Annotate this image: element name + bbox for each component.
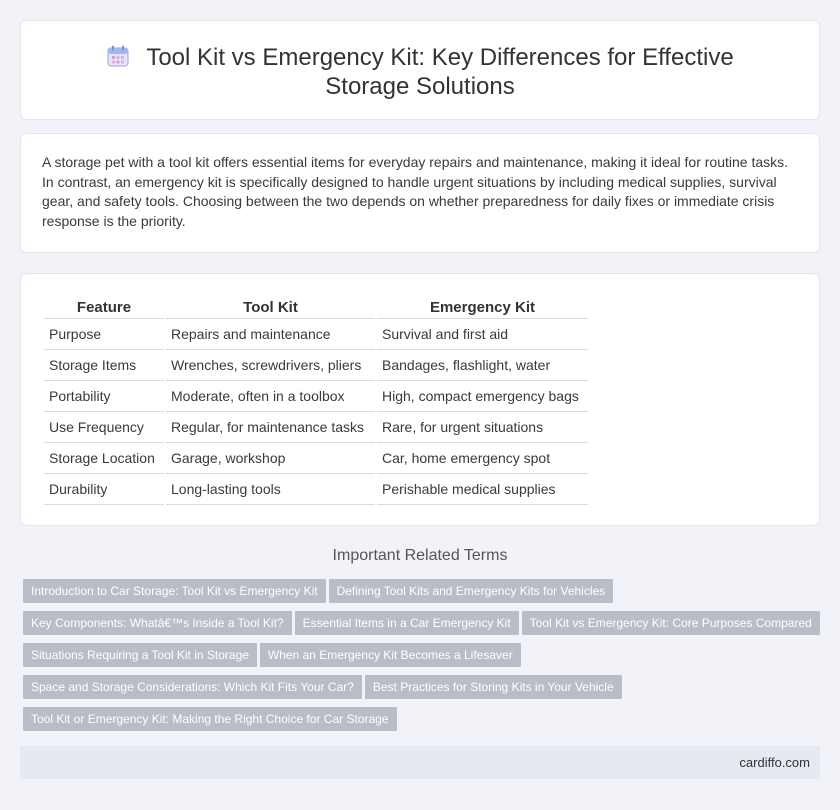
table-cell: Bandages, flashlight, water [377, 350, 588, 381]
table-row [44, 474, 588, 505]
related-term-tag[interactable]: When an Emergency Kit Becomes a Lifesaver [260, 643, 521, 667]
related-terms-heading: Important Related Terms [332, 547, 508, 564]
related-term-tag[interactable]: Introduction to Car Storage: Tool Kit vs Emergency Kit [23, 579, 326, 603]
table-row [44, 381, 588, 412]
footer-site-link[interactable]: cardiffo.com [739, 755, 810, 770]
table-cell: Repairs and maintenance [166, 319, 375, 350]
table-cell: Durability [44, 474, 164, 505]
table-cell: Survival and first aid [377, 319, 588, 350]
table-cell: Perishable medical supplies [377, 474, 588, 505]
table-cell: Car, home emergency spot [377, 443, 588, 474]
table-cell: Purpose [44, 319, 164, 350]
table-cell: Storage Items [44, 350, 164, 381]
tag-row [23, 611, 823, 643]
table-cell: Use Frequency [44, 412, 164, 443]
table-cell: Garage, workshop [166, 443, 375, 474]
table-cell: Long-lasting tools [166, 474, 375, 505]
header-emergency-kit: Emergency Kit [377, 295, 588, 319]
table-cell: Moderate, often in a toolbox [166, 381, 375, 412]
comparison-card [20, 273, 820, 526]
related-term-tag[interactable]: Essential Items in a Car Emergency Kit [295, 611, 519, 635]
table-cell: Storage Location [44, 443, 164, 474]
table-row [44, 412, 588, 443]
related-term-tag[interactable]: Tool Kit vs Emergency Kit: Core Purposes Compared [522, 611, 820, 635]
related-term-tag[interactable]: Best Practices for Storing Kits in Your Vehicle [365, 675, 622, 699]
related-term-tag[interactable]: Situations Requiring a Tool Kit in Storage [23, 643, 257, 667]
title-card [20, 20, 820, 120]
tag-row [23, 579, 823, 611]
page-title [61, 43, 779, 101]
tag-row [23, 707, 823, 739]
calendar-icon [106, 44, 130, 68]
related-terms-list [23, 579, 823, 739]
page-title-text: Tool Kit vs Emergency Kit: Key Differences for Effective Storage Solutions [146, 44, 734, 100]
related-term-tag[interactable]: Tool Kit or Emergency Kit: Making the Right Choice for Car Storage [23, 707, 397, 731]
tag-row [23, 675, 823, 707]
table-row [44, 350, 588, 381]
intro-paragraph: A storage pet with a tool kit offers essential items for everyday repairs and maintenance, making it ideal for routine tasks. In contrast, an emergency kit is specifically designed to handle urgent situations by including medical supplies, survival gear, and safety tools. Choosing between the two depends on whether preparedness for daily fixes or immediate crisis response is the priority. [42, 154, 789, 229]
related-term-tag[interactable]: Key Components: Whatâ€™s Inside a Tool Kit? [23, 611, 292, 635]
table-cell: Rare, for urgent situations [377, 412, 588, 443]
table-header-row [44, 295, 588, 319]
related-term-tag[interactable]: Space and Storage Considerations: Which Kit Fits Your Car? [23, 675, 362, 699]
table-cell: High, compact emergency bags [377, 381, 588, 412]
header-feature: Feature [44, 295, 164, 319]
related-term-tag[interactable]: Defining Tool Kits and Emergency Kits for Vehicles [329, 579, 614, 603]
comparison-table [42, 295, 590, 505]
table-row [44, 319, 588, 350]
table-cell: Wrenches, screwdrivers, pliers [166, 350, 375, 381]
intro-card [20, 133, 820, 253]
table-cell: Portability [44, 381, 164, 412]
tag-row [23, 643, 823, 675]
table-cell: Regular, for maintenance tasks [166, 412, 375, 443]
header-tool-kit: Tool Kit [166, 295, 375, 319]
footer [20, 746, 820, 779]
table-row [44, 443, 588, 474]
